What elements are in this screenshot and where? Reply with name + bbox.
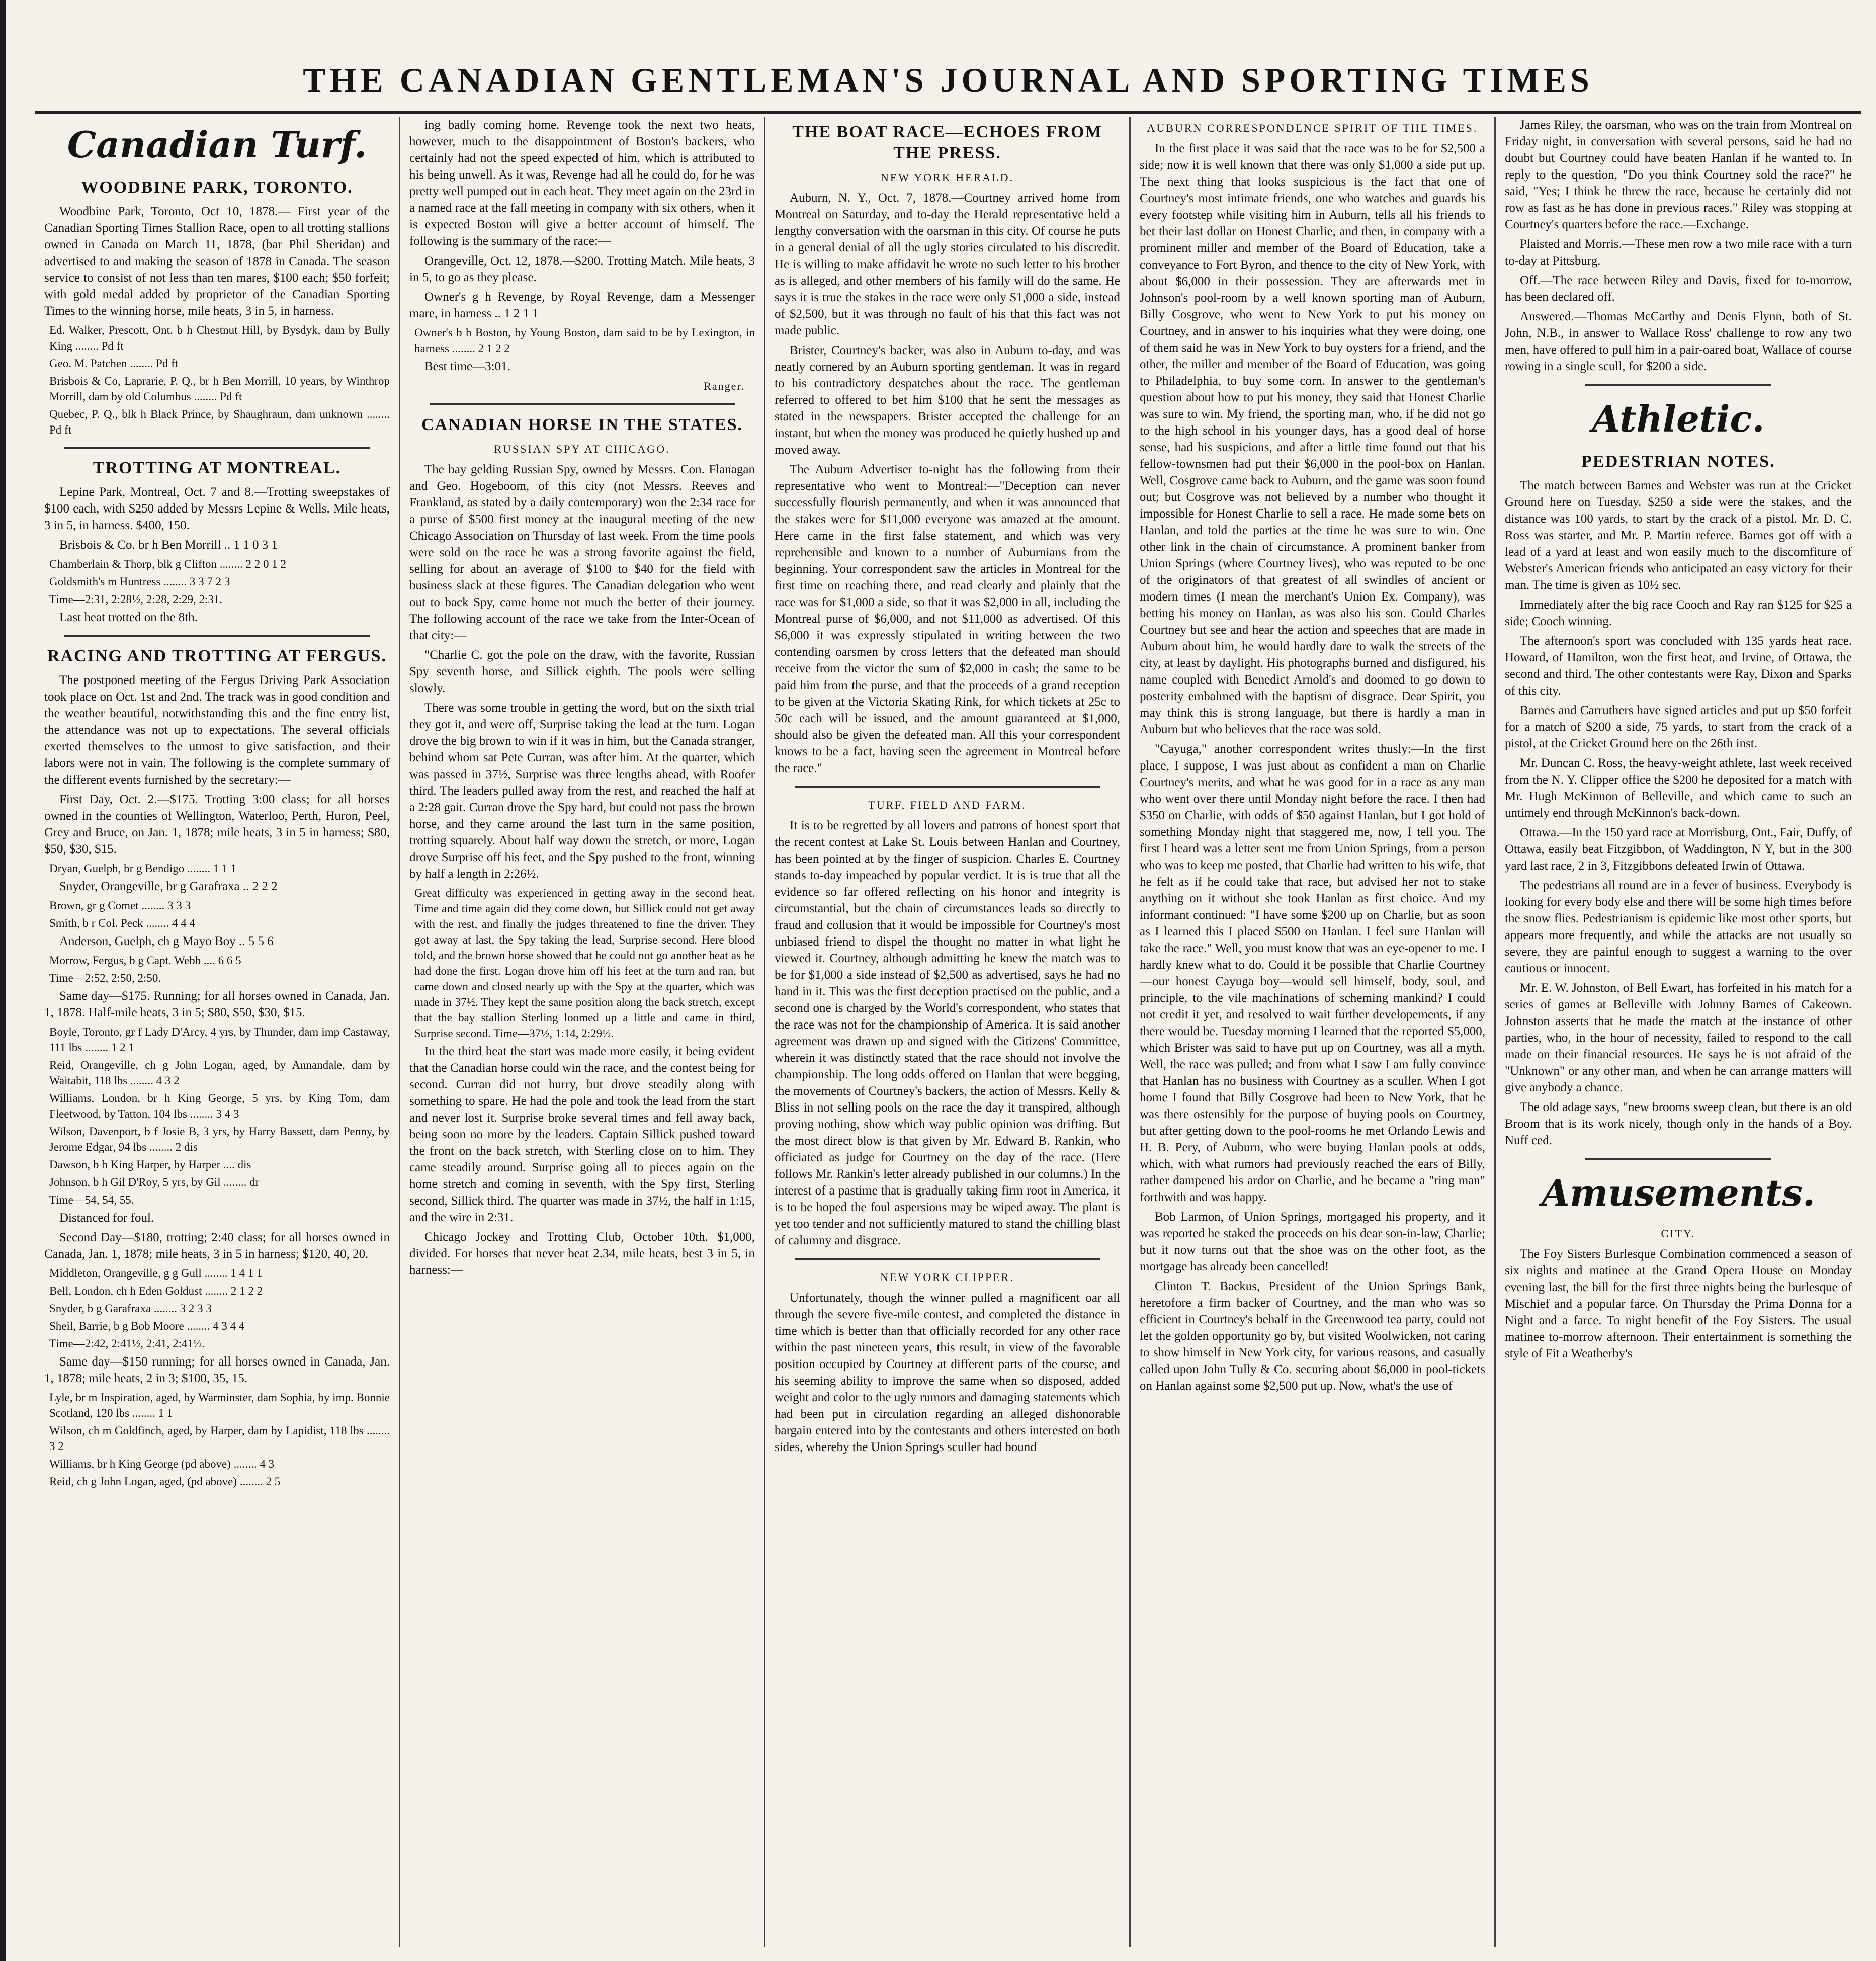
article-paragraph: The Auburn Advertiser to-night has the following from their representative who went to Montreal:—"Deception can never successfully flourish permanently, and when it was announced that the stakes were for $11,000 everyone was amazed at the amount. Here came in the first false statement, and which was very reprehensible and known to a number of Auburnians from the beginning. Your correspondent saw the articles in Montreal for the first time on reaching there, and read clearly and plainly that the race was for $1,000 a side, so that it was $2,000 in all, including the Montreal purse of $6,000, and not $11,000 as advertised. Of this $6,000 it was expressly stipulated in writing between the two contending oarsmen by cross letters that the defeated man should receive from the victor the sum of $2,000 in cash; the same to be paid him from the purse, and that the proceeds of a grand reception to be given at the Victoria Skating Rink, for which tickets at 25c to 50c each will be issued, and the amount guaranteed at $1,000, should also be given the defeated man. All this your correspondent knows to be a fact, having seen the agreement in Montreal before the race." xyxy=(775,463,1120,775)
article-paragraph: Snyder, Orangeville, br g Garafraxa .. 2 2 2 xyxy=(59,880,278,893)
section-rule xyxy=(795,786,1100,788)
article-subheading: NEW YORK HERALD. xyxy=(881,171,1014,184)
article-paragraph: Great difficulty was experienced in getting away in the second heat. Time and time again did they come down, but Sillick could not get away with the rest, and finally the judges threatened to fine the driver. They got away at last, the Spy taking the lead, Surprise second. Here blood told, and the brown horse showed that he could not go another heat as he had done the first. Logan drove him off his feet at the turn and ran, but came down and closed nearly up with the Spy at the quarter, which was made in 37½. They kept the same position along the back stretch, except that the bay stallion Sterling loomed up a little and came in third, Surprise second. Time—37½, 1:14, 2:29½. xyxy=(414,887,755,1040)
article-paragraph: Reid, Orangeville, ch g John Logan, aged, by Annandale, dam by Waitabit, 118 lbs ........ 4 3 2 xyxy=(49,1059,390,1087)
article-paragraph: Brister, Courtney's backer, was also in Auburn to-day, and was neatly cornered by an Auburn sporting gentleman. It was in regard to his contradictory despatches about the race. The gentleman referred to offered to bet him $100 that he sent the messages as stated in the newspapers. Brister accepted the challenge for an instant, but when the money was produced he quietly hushed up and moved away. xyxy=(775,344,1120,457)
article-paragraph: Distanced for foul. xyxy=(59,1211,154,1225)
article-paragraph: Chamberlain & Thorp, blk g Clifton ........ 2 2 0 1 2 xyxy=(49,558,287,570)
article-paragraph: Plaisted and Morris.—These men row a two mile race with a turn to-day at Pittsburg. xyxy=(1505,237,1852,268)
article-paragraph: Bell, London, ch h Eden Goldust ........ 2 1 2 2 xyxy=(49,1285,263,1297)
department-title: Amusements. xyxy=(1542,1171,1815,1214)
article-paragraph: The bay gelding Russian Spy, owned by Messrs. Con. Flanagan and Geo. Hogeboom, of this city (not Messrs. Reeves and Frankland, as stated by a daily contemporary) won the 2:34 race for a purse of $500 first money at the inaugural meeting of the new Chicago Association on Thursday of last week. From the time pools were sold on the race he was a strong favorite against the field, selling for about an average of $100 to $40 for the field with business slack at these figures. The Canadian delegation who went out to back Spy, came home not much the better of their journey. The following account of the race we take from the Inter-Ocean of that city:— xyxy=(409,463,755,642)
section-rule xyxy=(430,403,735,405)
article-paragraph: ing badly coming home. Revenge took the next two heats, however, much to the disappointment of Boston's backers, who certainly had not the speed expected of him, which is attributed to his being unwell. As it was, Revenge had all he could do, for he was pretty well pumped out in each heat. They meet again on the 23rd in a named race at the fall meeting in company with six others, when it is expected Boston will give a better account of himself. The following is the summary of the race:— xyxy=(409,118,755,248)
article-paragraph: Brisbois & Co, Laprarie, P. Q., br h Ben Morrill, 10 years, by Winthrop Morrill, dam by old Columbus ........ Pd ft xyxy=(49,375,390,403)
article-paragraph: Time—54, 54, 55. xyxy=(49,1193,134,1206)
article-paragraph: Ed. Walker, Prescott, Ont. b h Chestnut Hill, by Bysdyk, dam by Bully King ........ Pd ft xyxy=(49,324,390,352)
column-5 xyxy=(1496,117,1861,1947)
masthead-title: THE CANADIAN GENTLEMAN'S JOURNAL AND SPORTING TIMES xyxy=(303,61,1593,99)
article-paragraph: The afternoon's sport was concluded with 135 yards heat race. Howard, of Hamilton, won the first heat, and Irvine, of Ottawa, the second and third. The other contestants were Ray, Dixon and Sparks of this city. xyxy=(1505,634,1852,698)
article-heading: RACING AND TROTTING AT FERGUS. xyxy=(47,647,387,665)
article-paragraph: In the first place it was said that the race was to be for $2,500 a side; now it is well known that there was only $1,000 a side put up. The next thing that looks suspicious is the fact that one of Courtney's most intimate friends, one who watches and guards his every footstep while visiting him in Auburn, tells all his friends to bet their last dollar on Honest Charlie, and then, in company with a prominent miller and member of the Board of Education, take a conveyance to Fort Byron, and thence to the city of New York, with about $6,000 in their possession. They are afterwards met in Johnson's pool-room by a well known sporting man of Auburn, Billy Cosgrove, who went to New York to put his money on Courtney, and in answer to his inquiries what they were doing, one of them said he was in New York to buy oysters for a friend, and the other, the miller and member of the Board of Education, was going to Philadelphia, to buy some corn. In answer to the gentleman's question about how to put his money, they said that Honest Charlie was sure to win. My friend, the sporting man, who, if he did not go to the high school in his younger days, has a good deal of horse sense, had his suspicions, and after a little time found out that his fellow-townsmen had put their $6,000 in the pool-box on Hanlan. Well, Cosgrove came back to Auburn, and the game was soon found out; but Cosgrove was not believed by a number who thought it impossible for Honest Charlie to sell a race. He made some bets on Hanlan, and told the parties at the time he was sure to win. One other link in the chain of circumstance. A prominent banker from Union Springs (where Courtney lives), who was reputed to be one of the originators of that greatest of all swindles of ancient or modern times (I mean the merchant's Union Ex. Company), was betting his money on Hanlan, as was also his son. Could Charles Courtney but see and hear the action and speeches that are made in Auburn about him, he would hardly dare to walk the streets of the city, at least by daylight. His photographs burned and disfigured, his name coupled with Benedict Arnold's and doomed to go down to posterity embalmed with the baptism of disgrace. Dear Spirit, you may think this is strong language, but there is hardly a man in Auburn but who believes that the race was sold. xyxy=(1140,142,1485,736)
article-paragraph: Same day—$175. Running; for all horses owned in Canada, Jan. 1, 1878. Half-mile heats, 3 in 5; $80, $50, $30, $15. xyxy=(44,989,390,1019)
article-paragraph: Geo. M. Patchen ........ Pd ft xyxy=(49,357,179,370)
article-subheading: RUSSIAN SPY AT CHICAGO. xyxy=(494,443,670,455)
article-paragraph: The Foy Sisters Burlesque Combination commenced a season of six nights and matinee at the Grand Opera House on Monday evening last, the bill for the first three nights being the burlesque of Mischief and a popular farce. On Thursday the Prima Donna for a Night and a farce. To night benefit of the Foy Sisters. The usual matinee to-morrow afternoon. Their entertainment is something the style of Fit a Weatherby's xyxy=(1505,1247,1852,1360)
masthead xyxy=(35,55,1861,114)
article-paragraph: Ottawa.—In the 150 yard race at Morrisburg, Ont., Fair, Duffy, of Ottawa, easily beat Fitzgibbon, of Waddington, N Y, but in the 300 yard last race, 2 in 3, Fitzgibbons defeated Irwin of Ottawa. xyxy=(1505,826,1852,873)
article-paragraph: Immediately after the big race Cooch and Ray ran $125 for $25 a side; Cooch winning. xyxy=(1505,598,1852,628)
article-paragraph: The postponed meeting of the Fergus Driving Park Association took place on Oct. 1st and 2nd. The track was in good condition and the weather beautiful, notwithstanding this and the fine entry list, the attendance was not up to expectations. The several officials exerted themselves to the utmost to give satisfaction, and their labors were not in vain. The following is the complete summary of the different events furnished by the secretary:— xyxy=(44,673,390,787)
article-paragraph: Dryan, Guelph, br g Bendigo ........ 1 1 1 xyxy=(49,862,236,875)
section-rule xyxy=(64,447,370,449)
article-paragraph: James Riley, the oarsman, who was on the train from Montreal on Friday night, in conversation with several persons, said he had no doubt but Courtney could have beaten Hanlan if he wanted to. In reply to the question, "Do you think Courtney sold the race?" he said, "Yes; I think he threw the race, because he certainly did not row as fast as he has done in previous races." Riley was stopping at Courtney's quarters before the race.—Exchange. xyxy=(1505,118,1852,231)
article-paragraph: The match between Barnes and Webster was run at the Cricket Ground here on Tuesday. $250 a side were the stakes, and the distance was 100 yards, to start by the crack of a pistol. Mr. D. C. Ross was starter, and Mr. P. Martin referee. Barnes got off with a lead of a yard at least and won easily much to the discomfiture of Webster's American friends who anticipated an easy victory for their man. The time is given as 10½ sec. xyxy=(1505,479,1852,592)
article-paragraph: Answered.—Thomas McCarthy and Denis Flynn, both of St. John, N.B., in answer to Wallace Ross' challenge to row any two men, have offered to pull him in a pair-oared boat, Wallace of course rowing in a single scull, for $200 a side. xyxy=(1505,310,1852,373)
article-paragraph: It is to be regretted by all lovers and patrons of honest sport that the recent contest at Lake St. Louis between Hanlan and Courtney, has been pointed at by the finger of suspicion. Charles E. Courtney stands to-day impeached by popular verdict. It is is true that all the evidence so far offered reflecting on his honor and integrity is circumstantial, but the chain of circumstances leads so directly to fraud and collusion that it would be impossible for Courtney's most unbiased friend to dispel the thought no matter in what light he viewed it. Courtney, although admitting he knew the match was to be for $1,000 a side instead of $2,500 as advertised, says he had no hand in it. This was the first deception practised on the public, and a second one is charged by the World's correspondent, who states that the race was not for the championship of America. It is said another agreement was drawn up and signed with the Citizens' Committee, wherein it was distinctly stated that the race should not involve the championship. The long odds offered on Hanlan that were begging, the movements of Courtney's backers, the action of Messrs. Kelly & Bliss in not selling pools on the race the day it transpired, although proving nothing, show which way public opinion was drifting. But the most direct blow is that given by Mr. Edward B. Rankin, who officiated as judge for Courtney on the day of the race. (Here follows Mr. Rankin's letter already published in our columns.) In the interest of a pastime that is gradually taking firm root in America, it is to be hoped the foul aspersions may be wiped away. The plant is yet too tender and not sufficiently matured to stand the chilling blast of calumny and disgrace. xyxy=(775,819,1120,1247)
article-paragraph: The old adage says, "new brooms sweep clean, but there is an old Broom that is its work nicely, though only in the hands of a Boy. Nuff ced. xyxy=(1505,1100,1852,1147)
article-paragraph: Lepine Park, Montreal, Oct. 7 and 8.—Trotting sweepstakes of $100 each, with $250 added by Messrs Lepine & Wells. Mile heats, 3 in 5, in harness. $400, 150. xyxy=(44,485,390,532)
article-heading: WOODBINE PARK, TORONTO. xyxy=(81,178,353,197)
article-paragraph: Goldsmith's m Huntress ........ 3 3 7 2 3 xyxy=(49,575,230,588)
section-rule xyxy=(64,635,370,637)
article-paragraph: Williams, London, br h King George, 5 yrs, by King Tom, dam Fleetwood, by Tatton, 104 lbs ........ 3 4 3 xyxy=(49,1092,390,1120)
article-paragraph: Last heat trotted on the 8th. xyxy=(59,611,198,624)
newspaper-columns xyxy=(35,117,1861,1947)
article-paragraph: Bob Larmon, of Union Springs, mortgaged his property, and it was reported he staked the proceeds on his dear son-in-law, Charlie; but it now turns out that the shoe was on the other foot, as the mortgage has already been cancelled! xyxy=(1140,1210,1485,1273)
article-paragraph: Smith, b r Col. Peck ........ 4 4 4 xyxy=(49,917,196,929)
article-paragraph: Owner's b h Boston, by Young Boston, dam said to be by Lexington, in harness ........ 2 1 2 2 xyxy=(414,326,755,355)
article-paragraph: Lyle, br m Inspiration, aged, by Warminster, dam Sophia, by imp. Bonnie Scotland, 120 lbs ........ 1 1 xyxy=(49,1391,390,1419)
article-paragraph: Wilson, ch m Goldfinch, aged, by Harper, dam by Lapidist, 118 lbs ........ 3 2 xyxy=(49,1424,390,1453)
article-paragraph: Time—2:52, 2:50, 2:50. xyxy=(49,972,161,984)
article-paragraph: Brown, gr g Comet ........ 3 3 3 xyxy=(49,899,191,912)
article-paragraph: Snyder, b g Garafraxa ........ 3 2 3 3 xyxy=(49,1302,212,1315)
article-paragraph: Off.—The race between Riley and Davis, fixed for to-morrow, has been declared off. xyxy=(1505,274,1852,304)
article-paragraph: Anderson, Guelph, ch g Mayo Boy .. 5 5 6 xyxy=(59,934,274,948)
article-paragraph: Unfortunately, though the winner pulled a magnificent oar all through the severe five-mile contest, and completed the distance in time which is better than that officially recorded for any other race within the past nineteen years, this result, in view of the favorable position occupied by Courtney at different parts of the course, and his seeming ability to improve the same when so disposed, added weight and color to the ugly rumors and damaging statements which had been put in circulation regarding an alleged dishonorable bargain entered into by the contestants and others interested on both sides, whereby the Union Springs sculler had bound xyxy=(775,1291,1120,1454)
article-paragraph: Middleton, Orangeville, g g Gull ........ 1 4 1 1 xyxy=(49,1267,263,1280)
article-heading: TROTTING AT MONTREAL. xyxy=(93,459,342,477)
article-subheading: NEW YORK CLIPPER. xyxy=(880,1271,1014,1284)
page-edge-rule xyxy=(0,0,6,1961)
article-paragraph: Johnson, b h Gil D'Roy, 5 yrs, by Gil ........ dr xyxy=(49,1176,260,1188)
article-paragraph: Mr. Duncan C. Ross, the heavy-weight athlete, last week received from the N. Y. Clipper office the $200 he deposited for a match with Mr. Hugh McKinnon of Belleville, and which came to such an untimely end through McKinnon's back-down. xyxy=(1505,756,1852,820)
article-paragraph: Best time—3:01. xyxy=(424,360,510,373)
article-heading: PEDESTRIAN NOTES. xyxy=(1581,452,1775,471)
article-paragraph: Clinton T. Backus, President of the Union Springs Bank, heretofore a firm backer of Courtney, and the man who was so efficient in Courtney's behalf in the Greenwood tea party, could not let the golden opportunity go by, but visited Woolwicken, not caring to show himself in New York city, for various reasons, and casually called upon John Tully & Co. securing about $6,000 in pool-tickets on Hanlan against some $2,500 put up. Now, what's the use of xyxy=(1140,1280,1485,1393)
article-paragraph: Orangeville, Oct. 12, 1878.—$200. Trotting Match. Mile heats, 3 in 5, to go as they please. xyxy=(409,254,755,284)
article-paragraph: Auburn, N. Y., Oct. 7, 1878.—Courtney arrived home from Montreal on Saturday, and to-day the Herald representative held a lengthy conversation with the oarsman in this city. Of course he puts in a general denial of all the ugly stories circulated to his discredit. He is willing to make affidavit he wrote no such letter to his brother as is alleged, and other members of his family will do the same. He says it is true the stakes in the race were only $1,000 a side, instead of $2,500, but it was through no fault of his that this fact was not made public. xyxy=(775,191,1120,337)
article-paragraph: Time—2:42, 2:41½, 2:41, 2:41½. xyxy=(49,1337,205,1350)
article-paragraph: Barnes and Carruthers have signed articles and put up $50 forfeit for a match of $200 a side, 75 yards, to start from the crack of a pistol, at the Cricket Ground here on the 26th inst. xyxy=(1505,704,1852,750)
article-paragraph: Chicago Jockey and Trotting Club, October 10th. $1,000, divided. For horses that never beat 2.34, mile heats, best 3 in 5, in harness:— xyxy=(409,1230,755,1277)
article-paragraph: Reid, ch g John Logan, aged, (pd above) ........ 2 5 xyxy=(49,1475,281,1488)
article-paragraph: Time—2:31, 2:28½, 2:28, 2:29, 2:31. xyxy=(49,593,223,606)
article-paragraph: Boyle, Toronto, gr f Lady D'Arcy, 4 yrs, by Thunder, dam imp Castaway, 111 lbs ........ 1 2 1 xyxy=(49,1026,390,1054)
article-paragraph: Sheil, Barrie, b g Bob Moore ........ 4 3 4 4 xyxy=(49,1320,245,1332)
article-paragraph: Wilson, Davenport, b f Josie B, 3 yrs, by Harry Bassett, dam Penny, by Jerome Edgar, 94 lbs ........ 2 dis xyxy=(49,1125,390,1153)
article-subheading: CITY. xyxy=(1661,1227,1696,1240)
article-paragraph: "Cayuga," another correspondent writes thusly:—In the first place, I suppose, I was just about as confident a man on Charlie Courtney's merits, and what he was good for in a race as any man who went over there until Monday night before the race. I then had $350 on Charlie, with odds of $50 against Hanlan, but I got hold of something Monday night that staggered me, now, I tell you. The first I heard was a letter sent me from Union Springs, from a person who was to keep me posted, that Charlie had written to his wife, that he felt as if he could take that race, but advised her not to stake anything on it without she took Hanlan as first choice. And my informant continued: "I have some $200 up on Charlie, but as soon as I learned this I placed $500 on Hanlan. I feel sure Hanlan will take the race." Well, you must know that was an eye-opener to me. I hardly knew what to do. Could it be possible that Charlie Courtney—our honest Cayuga boy—would sell himself, body, soul, and principle, to the vile machinations of scheming mankind? I could not credit it yet, and resolved to wait further developements, if any there would be. Tuesday morning I learned that the reported $5,000, which Brister was said to have put up on Courtney, was all a myth. Well, the race was pulled; and from what I saw I am fully convince that Hanlan has no business with Courtney as a sculler. When I got home I found that Billy Cosgrove had been to New York, that he was there ostensibly for the purpose of buying pools on Courtney, but after getting down to the pool-rooms he met Orlando Lewis and H. B. Pery, of Auburn, who were buying Hanlan pools at odds, which, with what rumors had previously reached the ears of Billy, rather dampened his ardor on Charlie, and he became a "ring man" forthwith and was happy. xyxy=(1140,742,1485,1204)
article-subheading: TURF, FIELD AND FARM. xyxy=(868,799,1027,811)
article-paragraph: Morrow, Fergus, b g Capt. Webb .... 6 6 5 xyxy=(49,954,241,967)
article-subheading: AUBURN CORRESPONDENCE SPIRIT OF THE TIMES. xyxy=(1147,122,1478,134)
section-rule xyxy=(795,1258,1100,1260)
column-4 xyxy=(1131,117,1496,1947)
article-paragraph: Second Day—$180, trotting; 2:40 class; for all horses owned in Canada, Jan. 1, 1878; mile heats, 3 in 5 in harness; $120, 40, 20. xyxy=(44,1231,390,1261)
article-paragraph: Quebec, P. Q., blk h Black Prince, by Shaughraun, dam unknown ........ Pd ft xyxy=(49,408,390,436)
article-heading: CANADIAN HORSE IN THE STATES. xyxy=(421,415,743,434)
column-3 xyxy=(765,117,1131,1947)
article-paragraph: Same day—$150 running; for all horses owned in Canada, Jan. 1, 1878; mile heats, 2 in 3; $100, 35, 15. xyxy=(44,1355,390,1385)
article-paragraph: Williams, br h King George (pd above) ........ 4 3 xyxy=(49,1458,275,1470)
article-paragraph: In the third heat the start was made more easily, it being evident that the Canadian horse could win the race, and the contest being for second. Curran did not hurry, but drove steadily along with something to spare. He had the pole and took the lead from the start and never lost it. Surprise broke several times and fell away back, being soon no more by the leaders. Captain Sillick pushed toward the front on the back stretch, with Sterling close on to him. They came steadily around. Surprise going all to pieces again on the home stretch and coming in seventh, with the Spy first, Sterling second, Sillick third. The quarter was made in 37½, the half in 1:15, and the wire in 2:31. xyxy=(409,1045,755,1224)
article-paragraph: The pedestrians all round are in a fever of business. Everybody is looking for every body else and there will be some high times before the snow flies. Pedestrianism is epidemic like most other sports, but appears more frequently, and while the attacks are not usually so severe, they are painful enough to suggest a warning to the over cautious or innocent. xyxy=(1505,879,1852,975)
department-title: Canadian Turf. xyxy=(67,123,367,166)
department-title: Athletic. xyxy=(1592,397,1765,440)
article-paragraph: "Charlie C. got the pole on the draw, with the favorite, Russian Spy seventh horse, and Sillick eighth. The pools were selling slowly. xyxy=(409,648,755,695)
article-paragraph: Woodbine Park, Toronto, Oct 10, 1878.— First year of the Canadian Sporting Times Stallion Race, open to all trotting stallions owned in Canada on March 11, 1878, (bar Phil Sheridan) and advertised to and making the season of 1878 in Canada. The season service to consist of not less than ten mares, $100 each; $50 forfeit; with gold medal added by proprietor of the Canadian Sporting Times to the winning horse, mile heats, 3 in 5, in harness. xyxy=(44,205,390,318)
column-1 xyxy=(35,117,400,1947)
article-signature: Ranger. xyxy=(704,380,745,392)
article-paragraph: Dawson, b h King Harper, by Harper .... dis xyxy=(49,1158,251,1171)
column-2 xyxy=(400,117,765,1947)
article-paragraph: Owner's g h Revenge, by Royal Revenge, dam a Messenger mare, in harness .. 1 2 1 1 xyxy=(409,290,755,320)
article-paragraph: Brisbois & Co. br h Ben Morrill .. 1 1 0 3 1 xyxy=(59,538,278,552)
article-paragraph: Mr. E. W. Johnston, of Bell Ewart, has forfeited in his match for a series of games at Belleville with Johnny Barnes of Cakeown. Johnston asserts that he made the match at the instance of other parties, who, in the hour of necessity, failed to respond to the call made on their financial resources. He says he is not afraid of the "Unknown" or any other man, and when he can arrange matters will give anybody a chance. xyxy=(1505,981,1852,1094)
section-rule xyxy=(1585,384,1771,386)
article-heading: THE BOAT RACE—ECHOES FROM THE PRESS. xyxy=(792,123,1102,162)
article-paragraph: There was some trouble in getting the word, but on the sixth trial they got it, and were off, Surprise taking the lead at the turn. Logan drove the big brown to win if it was in him, but the Canada stranger, behind whom sat Pete Curran, was after him. At the quarter, which was passed in 37½, Surprise was three lengths ahead, with Roofer third. The leaders pulled away from the rest, and reached the half at a 2:28 gait. Curran drove the Spy hard, but could not pass the brown horse, and they came around the last turn in the same position, trotting squarely. About half way down the stretch, or more, Logan drove Surprise off his feet, and the Spy pushed to the front, winning by half a length in 2:26½. xyxy=(409,701,755,881)
article-paragraph: First Day, Oct. 2.—$175. Trotting 3:00 class; for all horses owned in the counties of Wellington, Waterloo, Perth, Huron, Peel, Grey and Bruce, on Jan. 1, 1878; mile heats, 3 in 5 in harness; $80, $50, $30, $15. xyxy=(44,793,390,856)
section-rule xyxy=(1585,1158,1771,1160)
